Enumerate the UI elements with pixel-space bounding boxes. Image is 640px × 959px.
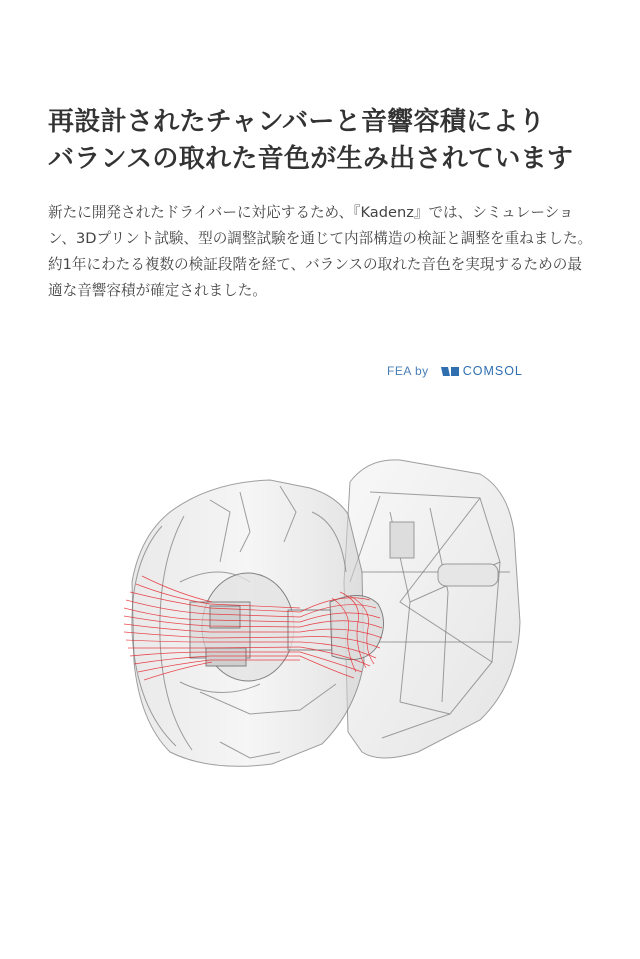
credit-prefix: FEA by xyxy=(387,364,429,378)
heading-line-2: バランスの取れた音色が生み出されています xyxy=(48,144,574,174)
brand-name: COMSOL xyxy=(462,364,523,378)
earphone-acoustic-simulation-illustration xyxy=(100,452,530,784)
section-description: 新たに開発されたドライバーに対応するため、『Kadenz』では、シミュレーション、3Dプリント試験、型の調整試験を通じて内部構造の検証と調整を重ねました。約1年にわたる複数の検証段階を経て、バランスの取れた音色を実現するための最適な音響容積が確定されました。 xyxy=(48,204,593,299)
section-heading xyxy=(48,104,608,178)
fea-credit xyxy=(387,362,523,380)
heading-line-1: 再設計されたチャンバーと音響容積により xyxy=(48,107,546,137)
comsol-brand xyxy=(441,364,523,378)
comsol-logo-icon xyxy=(441,366,459,377)
